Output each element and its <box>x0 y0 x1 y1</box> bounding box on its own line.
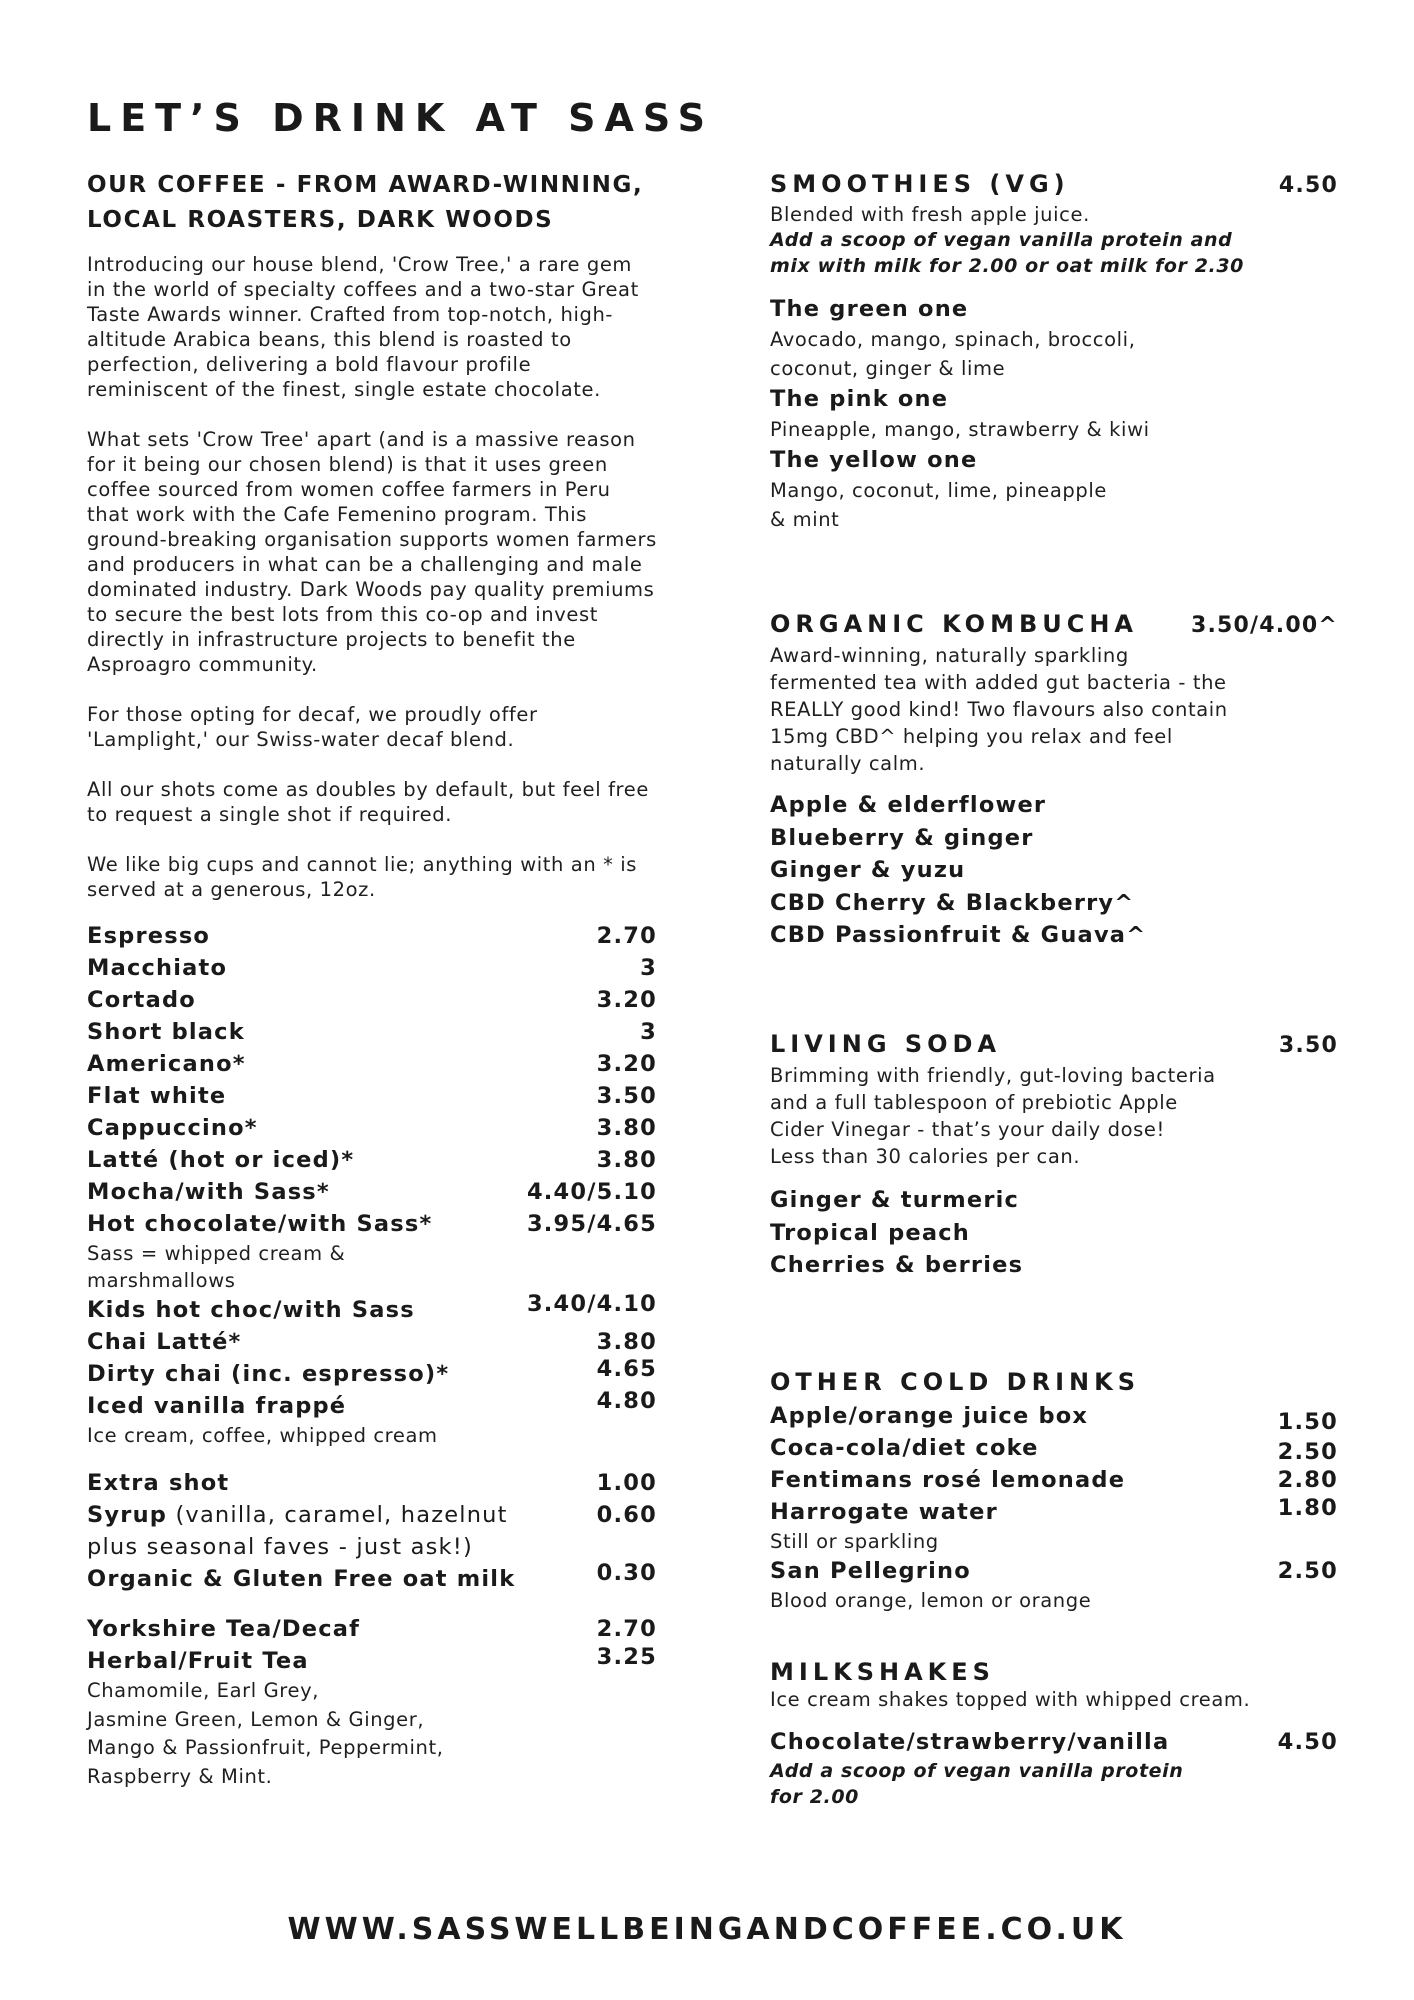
tea-note <box>87 1677 657 1791</box>
item-name: Coca-cola/diet coke <box>770 1435 1039 1461</box>
milkshakes-note-line: Add a scoop of vegan vanilla protein <box>770 1760 1184 1782</box>
item-price: 4.50 <box>1277 1729 1338 1755</box>
item-note: Blood orange, lemon or orange <box>770 1589 1092 1612</box>
menu-item <box>87 1176 657 1208</box>
menu-item <box>770 1432 1338 1464</box>
cold-drinks-heading: OTHER COLD DRINKS <box>770 1368 1140 1396</box>
soda-desc-line: and a full tablespoon of prebiotic Apple <box>770 1091 1178 1114</box>
coffee-column <box>87 168 657 1791</box>
syrup-item <box>87 1499 527 1563</box>
flavour-item: CBD Passionfruit & Guava^ <box>770 922 1147 948</box>
kombucha-section <box>770 608 1338 952</box>
item-name: Yorkshire Tea/Decaf <box>87 1616 361 1642</box>
section-heading <box>770 608 1338 642</box>
item-name: Kids hot choc/with Sass <box>87 1297 415 1323</box>
kombucha-desc-line: fermented tea with added gut bacteria - the <box>770 671 1227 694</box>
item-name: Chocolate/strawberry/vanilla <box>770 1729 1170 1755</box>
smoothies-note-line: Add a scoop of vegan vanilla protein and <box>770 229 1233 251</box>
item-name: Organic & Gluten Free oat milk <box>87 1566 516 1592</box>
page-title: LET’S DRINK AT SASS <box>87 96 714 140</box>
item-price: 2.50 <box>1277 1439 1338 1465</box>
item-name: Hot chocolate/with Sass* <box>87 1211 433 1237</box>
flavour-item: Apple & elderflower <box>770 792 1047 818</box>
coffee-heading: OUR COFFEE - FROM AWARD-WINNING, LOCAL ROASTERS, DARK WOODS <box>87 172 644 233</box>
smoothies-price: 4.50 <box>1278 173 1338 198</box>
item-name: Cortado <box>87 987 196 1013</box>
smoothie-desc-line: Pineapple, mango, strawberry & kiwi <box>770 418 1150 441</box>
tea-note-line: Jasmine Green, Lemon & Ginger, <box>87 1707 425 1731</box>
menu-item <box>87 1560 657 1595</box>
item-price: 3.20 <box>596 987 657 1013</box>
item-price: 2.50 <box>1277 1558 1338 1584</box>
item-name: Syrup <box>87 1502 168 1528</box>
menu-item <box>87 1613 657 1645</box>
smoothie-name: The green one <box>770 296 969 322</box>
menu-item <box>87 984 657 1016</box>
section-heading <box>770 1028 1338 1062</box>
menu-item <box>770 1726 1338 1758</box>
smoothie-desc-line: coconut, ginger & lime <box>770 357 1006 380</box>
flavour-item: Ginger & turmeric <box>770 1187 1020 1213</box>
flavour-item: CBD Cherry & Blackberry^ <box>770 889 1135 916</box>
menu-item <box>87 1467 657 1499</box>
item-name: Chai Latté* <box>87 1329 242 1355</box>
kombucha-desc-line: REALLY good kind! Two flavours also contain <box>770 698 1228 721</box>
item-note: Sass = whipped cream & marshmallows <box>87 1242 346 1292</box>
website-url: WWW.SASSWELLBEINGANDCOFFEE.CO.UK <box>287 1912 1127 1947</box>
coffee-price-list <box>87 920 657 1791</box>
item-price: 2.70 <box>596 923 657 949</box>
item-name: Mocha/with Sass* <box>87 1179 330 1205</box>
smoothie-desc-line: Avocado, mango, spinach, broccoli, <box>770 328 1136 351</box>
kombucha-desc <box>770 642 1338 777</box>
smoothie-name: The yellow one <box>770 447 978 473</box>
soda-desc-line: Less than 30 calories per can. <box>770 1145 1081 1168</box>
milkshakes-section <box>770 1656 1338 1810</box>
flavour-item: Tropical peach <box>770 1219 971 1246</box>
milkshakes-note-line: for 2.00 <box>770 1786 859 1808</box>
flavour-item: Cherries & berries <box>770 1252 1024 1278</box>
soda-flavours <box>770 1184 1338 1282</box>
item-name: Apple/orange juice box <box>770 1403 1089 1429</box>
item-name: Latté (hot or iced)* <box>87 1147 355 1173</box>
menu-item <box>770 1400 1338 1435</box>
smoothie-name: The pink one <box>770 386 949 412</box>
soda-price: 3.50 <box>1278 1033 1338 1058</box>
item-price: 1.50 <box>1277 1409 1338 1435</box>
item-price: 2.70 <box>596 1616 657 1642</box>
tea-note-line: Raspberry & Mint. <box>87 1764 273 1788</box>
menu-item <box>87 1208 657 1240</box>
kombucha-flavours <box>770 789 1338 952</box>
menu-item <box>87 1499 657 1563</box>
syrup-detail: (vanilla, caramel, hazelnut plus seasonal faves - just ask!) <box>87 1502 508 1560</box>
shots-paragraph: All our shots come as doubles by default, but feel free to request a single shot if required. <box>87 778 649 826</box>
smoothies-section <box>770 168 1338 534</box>
item-name: Macchiato <box>87 955 228 981</box>
item-name: Dirty chai (inc. espresso)* <box>87 1361 450 1387</box>
smoothie-desc <box>770 476 1338 534</box>
item-name: Harrogate water <box>770 1499 998 1525</box>
item-name: San Pellegrino <box>770 1558 971 1584</box>
section-heading <box>770 168 1338 202</box>
item-name: Iced vanilla frappé <box>87 1393 347 1419</box>
menu-item <box>87 1358 657 1390</box>
milkshakes-desc: Ice cream shakes topped with whipped cream. <box>770 1688 1251 1711</box>
item-price: 3.80 <box>596 1147 657 1173</box>
menu-item <box>770 1555 1338 1587</box>
item-note: Ice cream, coffee, whipped cream <box>87 1424 438 1447</box>
item-price: 4.65 <box>596 1356 657 1382</box>
decaf-paragraph: For those opting for decaf, we proudly offer 'Lamplight,' our Swiss-water decaf blend. <box>87 703 538 751</box>
item-name: Extra shot <box>87 1470 230 1496</box>
kombucha-desc-line: naturally calm. <box>770 752 926 775</box>
item-price: 3.80 <box>596 1329 657 1355</box>
item-price: 1.80 <box>1277 1495 1338 1521</box>
item-price: 3.80 <box>596 1115 657 1141</box>
item-price: 3.95/4.65 <box>526 1211 657 1237</box>
item-name: Americano* <box>87 1051 246 1077</box>
menu-item <box>87 1326 657 1358</box>
kombucha-desc-line: Award-winning, naturally sparkling <box>770 644 1129 667</box>
soda-desc <box>770 1062 1338 1170</box>
smoothie-desc-line: Mango, coconut, lime, pineapple <box>770 479 1107 502</box>
menu-item <box>87 1048 657 1080</box>
item-name: Flat white <box>87 1083 227 1109</box>
flavour-item: Blueberry & ginger <box>770 824 1034 851</box>
crow-tree-paragraph: What sets 'Crow Tree' apart (and is a massive reason for it being our chosen blend) is that it uses green coffee sourced from women coffee farmers in Peru that work with the Cafe Femenino program. This ground-breaking organisation supports women farmers and producers in what can be a challenging and male dominated industry. Dark Woods pay quality premiums to secure the best lots from this co-op and invest directly in infrastructure projects to benefit the Asproagro community. <box>87 428 657 676</box>
menu-item <box>87 1112 657 1144</box>
item-price: 3.50 <box>596 1083 657 1109</box>
cold-drinks-section <box>770 1366 1338 1614</box>
menu-item <box>87 952 657 984</box>
soda-section <box>770 1028 1338 1282</box>
item-price: 4.40/5.10 <box>526 1179 657 1205</box>
item-price: 3.20 <box>596 1051 657 1077</box>
item-price: 2.80 <box>1277 1467 1338 1493</box>
kombucha-desc-line: 15mg CBD^ helping you relax and feel <box>770 725 1173 748</box>
section-heading <box>770 1366 1338 1398</box>
menu-item <box>87 1645 657 1677</box>
tea-note-line: Chamomile, Earl Grey, <box>87 1679 320 1702</box>
item-note: Still or sparkling <box>770 1530 939 1553</box>
menu-item <box>770 1464 1338 1496</box>
smoothie-desc-line: & mint <box>770 508 840 531</box>
smoothies-heading: SMOOTHIES (VG) <box>770 170 1070 198</box>
cups-paragraph: We like big cups and cannot lie; anything with an * is served at a generous, 12oz. <box>87 853 638 901</box>
flavour-item: Ginger & yuzu <box>770 857 966 883</box>
menu-item <box>87 1291 657 1326</box>
item-name: Espresso <box>87 923 211 949</box>
soda-heading: LIVING SODA <box>770 1030 1002 1058</box>
smoothies-desc: Blended with fresh apple juice. <box>770 203 1090 226</box>
item-price: 3 <box>640 955 657 981</box>
item-price: 0.30 <box>596 1560 657 1586</box>
menu-item <box>87 1144 657 1176</box>
menu-item <box>87 1016 657 1048</box>
item-name: Cappuccino* <box>87 1115 258 1141</box>
item-name: Herbal/Fruit Tea <box>87 1648 309 1674</box>
item-name: Short black <box>87 1019 245 1045</box>
item-price: 3 <box>640 1019 657 1045</box>
item-price: 3.40/4.10 <box>526 1291 657 1317</box>
coffee-intro-paragraph: Introducing our house blend, 'Crow Tree,' a rare gem in the world of specialty coffees and a two-star Great Taste Awards winner. Crafted from top-notch, high-altitude Arabica beans, this blend is roasted to perfection, delivering a bold flavour profile reminiscent of the finest, single estate chocolate. <box>87 253 639 401</box>
tea-note-line: Mango & Passionfruit, Peppermint, <box>87 1736 444 1759</box>
soda-desc-line: Cider Vinegar - that’s your daily dose! <box>770 1118 1165 1141</box>
section-heading <box>770 1656 1338 1688</box>
item-price: 4.80 <box>596 1388 657 1414</box>
item-price: 1.00 <box>596 1470 657 1496</box>
item-price: 3.25 <box>596 1644 657 1670</box>
item-name: Fentimans rosé lemonade <box>770 1467 1126 1493</box>
milkshakes-heading: MILKSHAKES <box>770 1658 995 1686</box>
item-price: 0.60 <box>596 1502 657 1528</box>
menu-item <box>87 1390 657 1422</box>
menu-item <box>770 1496 1338 1528</box>
menu-item <box>87 1080 657 1112</box>
smoothies-note-line: mix with milk for 2.00 or oat milk for 2.30 <box>770 255 1245 277</box>
smoothie-desc <box>770 325 1338 383</box>
smoothie-desc <box>770 415 1338 444</box>
kombucha-heading: ORGANIC KOMBUCHA <box>770 610 1138 638</box>
soda-desc-line: Brimming with friendly, gut-loving bacteria <box>770 1064 1216 1087</box>
menu-item <box>87 920 657 952</box>
kombucha-price: 3.50/4.00^ <box>1190 613 1338 638</box>
